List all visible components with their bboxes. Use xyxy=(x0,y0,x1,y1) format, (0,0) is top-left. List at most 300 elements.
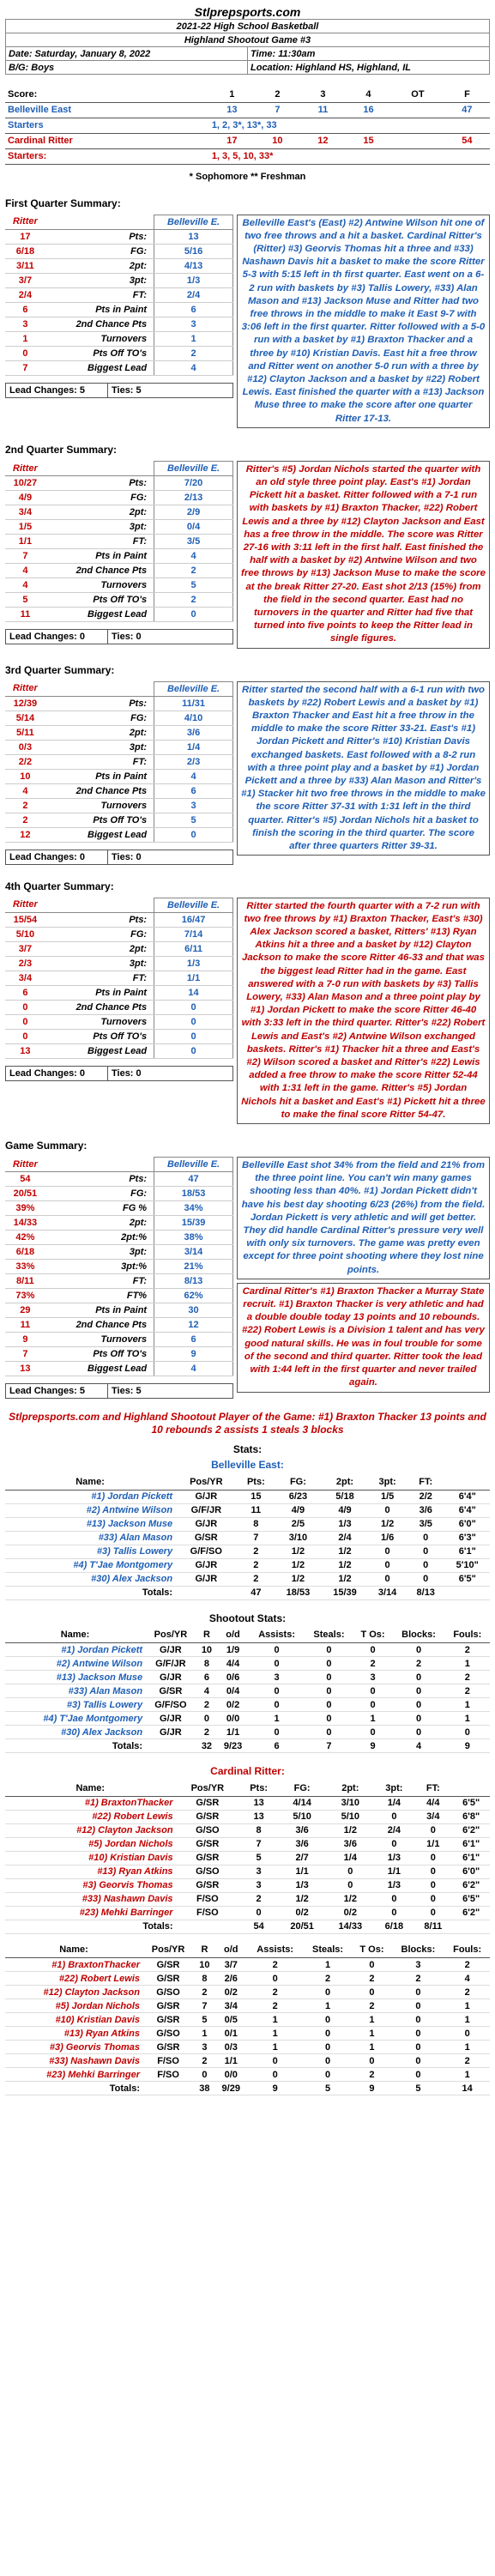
player-stat: 1/6 xyxy=(368,1531,407,1545)
score-header: 1 xyxy=(209,87,255,102)
player-row xyxy=(5,1545,490,1558)
player-name: #4) T'Jae Montgomery xyxy=(5,1712,145,1726)
player-stat: 3/6 xyxy=(278,1837,326,1851)
player-stat: 3/10 xyxy=(275,1531,322,1545)
quarter-stat-row xyxy=(5,1289,233,1303)
belleville-value: 8/13 xyxy=(154,1274,233,1289)
player-stat: 0 xyxy=(305,1671,353,1684)
belleville-value: 4 xyxy=(154,769,233,783)
ritter-value: 14/33 xyxy=(5,1216,45,1231)
player-stat: 2 xyxy=(392,1972,445,1986)
player-stat: 8 xyxy=(238,1517,275,1531)
belleville-value: 34% xyxy=(154,1201,233,1216)
player-stat: 0 xyxy=(249,1698,305,1712)
belleville-score: 13 xyxy=(209,102,255,118)
quarter-stats xyxy=(5,681,233,865)
player-stat: 0 xyxy=(407,1572,445,1586)
stat-label: FG: xyxy=(45,244,154,258)
player-stat: 1 xyxy=(247,2013,304,2027)
game-header xyxy=(5,19,490,75)
player-row xyxy=(5,1657,490,1671)
stat-label: 2pt: xyxy=(45,505,154,519)
stat-label: Turnovers xyxy=(45,1333,154,1347)
quarter-stat-row xyxy=(5,592,233,607)
player-name: #1) BraxtonThacker xyxy=(5,1958,142,1972)
player-stat: 13 xyxy=(239,1810,278,1823)
column-header: Blocks: xyxy=(392,1628,444,1643)
player-stat: 4/4 xyxy=(217,1657,249,1671)
belleville-value: 3/5 xyxy=(154,534,233,548)
player-name: #10) Kristian Davis xyxy=(5,2013,142,2027)
player-stat: G/SR xyxy=(142,2013,194,2027)
totals-row xyxy=(5,1920,490,1933)
player-stat: G/JR xyxy=(145,1712,196,1726)
total-value: 32 xyxy=(196,1739,217,1753)
column-header: R xyxy=(194,1943,215,1958)
belleville-col-label: Belleville E. xyxy=(154,1158,233,1172)
player-stat: 2 xyxy=(196,1698,217,1712)
quarter-block xyxy=(5,1157,490,1399)
player-stat: 0 xyxy=(304,1986,353,1999)
player-stat: G/JR xyxy=(145,1726,196,1739)
ritter-value: 0 xyxy=(5,1029,45,1043)
player-stat: 2 xyxy=(444,1986,490,1999)
player-stat: 5/18 xyxy=(322,1490,369,1503)
total-value: 14/33 xyxy=(326,1920,374,1933)
quarter-stat-row xyxy=(5,912,233,927)
player-row xyxy=(5,2041,490,2054)
ritter-value: 11 xyxy=(5,1318,45,1333)
belleville-value: 7/14 xyxy=(154,927,233,941)
belleville-value: 3 xyxy=(154,798,233,813)
player-stat: 0/0 xyxy=(215,2068,247,2082)
player-stat: 0 xyxy=(392,1698,444,1712)
belleville-value: 9 xyxy=(154,1347,233,1362)
player-stat: 7 xyxy=(194,1999,215,2013)
belleville-value: 1 xyxy=(154,331,233,346)
player-stat: G/SO xyxy=(176,1865,240,1878)
player-stat: 2 xyxy=(247,1999,304,2013)
lead-changes: Lead Changes: 0 xyxy=(5,850,108,865)
stat-col-label xyxy=(45,898,154,912)
player-stat: 0 xyxy=(249,1684,305,1698)
ritter-value: 42% xyxy=(5,1231,45,1245)
player-stat: 1 xyxy=(444,1999,490,2013)
column-header xyxy=(452,1781,490,1796)
player-stat: 0 xyxy=(392,1671,444,1684)
stat-label: Pts in Paint xyxy=(45,1303,154,1318)
player-stat: 2/6 xyxy=(215,1972,247,1986)
player-stat: 3/4 xyxy=(215,1999,247,2013)
belleville-value: 15/39 xyxy=(154,1216,233,1231)
quarter-stat-row xyxy=(5,490,233,505)
stat-col-label xyxy=(45,215,154,229)
player-name: #22) Robert Lewis xyxy=(5,1972,142,1986)
scoreboard xyxy=(5,87,490,165)
player-stat: 13 xyxy=(239,1796,278,1810)
player-stat: G/SR xyxy=(142,1999,194,2013)
player-of-the-game: Stlprepsports.com and Highland Shootout Player of the Game: #1) Braxton Thacker 13 points and 10 rebounds 2 assists 1 steals 3 blocks xyxy=(9,1411,486,1436)
column-header: 2pt: xyxy=(322,1474,369,1490)
belleville-value: 1/4 xyxy=(154,740,233,754)
stat-label: 3pt: xyxy=(45,519,154,534)
player-name: #3) Georvis Thomas xyxy=(5,1878,176,1892)
quarter-stat-table xyxy=(5,1157,233,1376)
quarter-stat-table xyxy=(5,898,233,1059)
column-header: 2pt: xyxy=(326,1781,374,1796)
stat-label: 2nd Chance Pts xyxy=(45,317,154,331)
player-row xyxy=(5,1972,490,1986)
belleville-value: 0 xyxy=(154,1043,233,1058)
quarter-stat-row xyxy=(5,1318,233,1333)
column-header: o/d xyxy=(217,1628,249,1643)
ritter-value: 5/14 xyxy=(5,711,45,725)
stat-label: Biggest Lead xyxy=(45,607,154,621)
player-row xyxy=(5,1892,490,1906)
player-name: #12) Clayton Jackson xyxy=(5,1986,142,1999)
belleville-value: 5 xyxy=(154,813,233,827)
player-stat: 0 xyxy=(407,1531,445,1545)
player-stat: 8 xyxy=(194,1972,215,1986)
quarter-stat-header xyxy=(5,681,233,696)
player-stat: 0 xyxy=(392,1684,444,1698)
belleville-value: 2/13 xyxy=(154,490,233,505)
player-stat: 5'10" xyxy=(445,1558,490,1572)
player-stat: 1 xyxy=(445,1698,490,1712)
belleville-value: 18/53 xyxy=(154,1187,233,1201)
quarter-stat-row xyxy=(5,711,233,725)
belleville-value: 3/6 xyxy=(154,725,233,740)
player-name: #3) Georvis Thomas xyxy=(5,2041,142,2054)
player-stat: 7 xyxy=(239,1837,278,1851)
player-row xyxy=(5,1698,490,1712)
belleville-stats-table xyxy=(5,1474,490,1600)
player-row xyxy=(5,1810,490,1823)
quarter-stats xyxy=(5,1157,233,1399)
belleville-value: 3/14 xyxy=(154,1245,233,1260)
ritter-shootout-table xyxy=(5,1943,490,2096)
player-stat: 3/6 xyxy=(407,1503,445,1517)
player-stat: 2 xyxy=(444,1958,490,1972)
player-stat: 2 xyxy=(352,1972,391,1986)
player-stat: 0 xyxy=(326,1865,374,1878)
player-stat: 2 xyxy=(247,1986,304,1999)
site-title[interactable]: Stlprepsports.com xyxy=(194,5,301,19)
belleville-value: 11/31 xyxy=(154,696,233,711)
total-value: 6 xyxy=(249,1739,305,1753)
ritter-value: 1 xyxy=(5,331,45,346)
quarter-stat-row xyxy=(5,1274,233,1289)
score-header: Score: xyxy=(5,87,209,102)
player-stat: 0 xyxy=(414,1851,452,1865)
player-stat: 4 xyxy=(444,1972,490,1986)
player-stat: 1/2 xyxy=(322,1572,369,1586)
stat-label: Pts: xyxy=(45,475,154,490)
player-row xyxy=(5,1712,490,1726)
ritter-value: 5/11 xyxy=(5,725,45,740)
player-stat: 3/6 xyxy=(278,1823,326,1837)
belleville-value: 0 xyxy=(154,607,233,621)
quarter-stat-row xyxy=(5,956,233,971)
ties: Ties: 5 xyxy=(108,383,233,398)
player-row xyxy=(5,1572,490,1586)
belleville-value: 47 xyxy=(154,1172,233,1187)
belleville-col-label: Belleville E. xyxy=(154,898,233,912)
player-row xyxy=(5,1490,490,1503)
ritter-score: 15 xyxy=(346,133,391,148)
player-stat: 0 xyxy=(392,1999,445,2013)
lead-changes-row xyxy=(5,1066,233,1081)
ritter-value: 4 xyxy=(5,783,45,798)
stat-label: FG: xyxy=(45,711,154,725)
player-stat: 0/1 xyxy=(215,2027,247,2041)
season-title: 2021-22 High School Basketball xyxy=(6,20,490,33)
player-stat: 1/2 xyxy=(326,1892,374,1906)
player-stat: 0 xyxy=(305,1657,353,1671)
player-stat: 2 xyxy=(194,1986,215,1999)
stat-label: Pts in Paint xyxy=(45,985,154,1000)
quarter-stat-row xyxy=(5,331,233,346)
player-stat: 0 xyxy=(247,2068,304,2082)
player-name: #12) Clayton Jackson xyxy=(5,1823,176,1837)
total-value: 5 xyxy=(392,2082,445,2095)
player-stat: 0/5 xyxy=(215,2013,247,2027)
quarter-stat-row xyxy=(5,244,233,258)
quarter-stat-row xyxy=(5,1303,233,1318)
ritter-value: 12 xyxy=(5,827,45,842)
stat-label: Pts Off TO's xyxy=(45,1347,154,1362)
ritter-value: 73% xyxy=(5,1289,45,1303)
player-stat: 6'4" xyxy=(445,1490,490,1503)
player-stat: 0 xyxy=(352,2054,391,2068)
player-stat: 0 xyxy=(304,2027,353,2041)
quarter-stat-header xyxy=(5,1158,233,1172)
column-header: Name: xyxy=(5,1474,175,1490)
lead-changes: Lead Changes: 5 xyxy=(5,1383,108,1399)
player-stat: G/JR xyxy=(175,1572,237,1586)
player-stat: 4/9 xyxy=(275,1503,322,1517)
ritter-starters-label: Starters: xyxy=(5,148,209,164)
player-stat: 1 xyxy=(247,2041,304,2054)
player-stat: G/SR xyxy=(142,2041,194,2054)
player-stat: 0 xyxy=(353,1643,393,1657)
belleville-value: 1/3 xyxy=(154,956,233,971)
column-header: Assists: xyxy=(247,1943,304,1958)
ritter-col-label: Ritter xyxy=(5,898,45,912)
class-legend: * Sophomore ** Freshman xyxy=(189,171,306,182)
player-stat: 2 xyxy=(194,2054,215,2068)
total-value: 54 xyxy=(239,1920,278,1933)
ritter-score: 54 xyxy=(444,133,490,148)
game-time: Time: 11:30am xyxy=(248,47,490,61)
player-stat: 2 xyxy=(353,1657,393,1671)
player-name: #3) Tallis Lowery xyxy=(5,1698,145,1712)
player-stat: 6'3" xyxy=(445,1531,490,1545)
total-value: 47 xyxy=(238,1586,275,1599)
total-value: 9 xyxy=(247,2082,304,2095)
quarter-stat-row xyxy=(5,1187,233,1201)
column-header: Fouls: xyxy=(444,1943,490,1958)
quarter-stat-row xyxy=(5,548,233,563)
quarter-title: 3rd Quarter Summary: xyxy=(5,663,115,676)
belleville-score xyxy=(391,102,444,118)
player-stat: 0 xyxy=(374,1892,414,1906)
player-stat: 1 xyxy=(352,2027,391,2041)
player-stat: 3 xyxy=(239,1878,278,1892)
player-name: #10) Kristian Davis xyxy=(5,1851,176,1865)
player-stat: 15 xyxy=(238,1490,275,1503)
stat-label: Pts Off TO's xyxy=(45,346,154,360)
player-stat: 0 xyxy=(353,1684,393,1698)
player-stat: 0/2 xyxy=(278,1906,326,1920)
player-stat: 0 xyxy=(304,2013,353,2027)
player-stat: 0 xyxy=(368,1503,407,1517)
quarter-narrative: Belleville East's (East) #2) Antwine Wilson hit one of two free throws and a hit a basket. Cardinal Ritter's (Ritter) #3) Georvis Thomas hit a three and #33) Nashawn Davis hit a basket to make the score Ritter 5-3 with 5:15 left in th first quarter. East went on a 6-2 run with baskets by #3) Tallis Lowery, #33) Alan Mason and #13) Jackson Muse and Ritter had two free throws in the middle to make it East 9-7 with 3:06 left in the first quarter. Ritter followed with a 5-0 run with a basket by #1) Braxton Thacker and a three by #10) Kristian Davis. East hit a free throw and Ritter went on another 5-0 run with a three by #12) Clayton Jackson and a basket by #22) Robert Lewis. East finished the quarter with a #13) Jackson Muse three to make the score after one quarter Ritter 17-13. xyxy=(237,215,490,428)
belleville-value: 4/13 xyxy=(154,258,233,273)
player-stat: 2 xyxy=(352,2068,391,2082)
player-stat: 0 xyxy=(305,1726,353,1739)
stat-label: 2pt: xyxy=(45,725,154,740)
player-stat: 0 xyxy=(249,1657,305,1671)
player-stat: 0 xyxy=(392,1643,444,1657)
player-stat: 0/6 xyxy=(217,1671,249,1684)
location: Location: Highland HS, Highland, IL xyxy=(248,61,490,75)
belleville-stats-title: Belleville East: xyxy=(211,1459,284,1472)
ritter-value: 3 xyxy=(5,317,45,331)
table-header-row xyxy=(5,1628,490,1643)
stats-label: Stats: xyxy=(232,1443,263,1456)
ritter-stats-table xyxy=(5,1781,490,1934)
player-stat: 0 xyxy=(305,1643,353,1657)
player-row xyxy=(5,1906,490,1920)
stat-label: Pts in Paint xyxy=(45,769,154,783)
ritter-value: 4 xyxy=(5,577,45,592)
lead-changes-row xyxy=(5,629,233,644)
player-stat: 1 xyxy=(445,1657,490,1671)
player-stat: 0/2 xyxy=(215,1986,247,1999)
column-header: FG: xyxy=(275,1474,322,1490)
player-stat: 1/2 xyxy=(322,1558,369,1572)
player-stat: 1/2 xyxy=(278,1892,326,1906)
player-stat: 0 xyxy=(414,1823,452,1837)
stat-label: FT% xyxy=(45,1289,154,1303)
stat-label: 2pt: xyxy=(45,941,154,956)
column-header: Pos/YR xyxy=(176,1781,240,1796)
player-name: #2) Antwine Wilson xyxy=(5,1503,175,1517)
quarter-title: First Quarter Summary: xyxy=(5,197,121,209)
quarter-stat-row xyxy=(5,1000,233,1014)
quarter-block xyxy=(5,898,490,1124)
player-stat: 2 xyxy=(392,1657,444,1671)
quarter-stat-row xyxy=(5,783,233,798)
player-stat: 0 xyxy=(392,1712,444,1726)
belleville-value: 62% xyxy=(154,1289,233,1303)
quarter-stat-row xyxy=(5,1362,233,1376)
player-name: #23) Mehki Barringer xyxy=(5,2068,142,2082)
belleville-value: 6 xyxy=(154,302,233,317)
player-stat: G/SR xyxy=(145,1684,196,1698)
player-stat: 1/5 xyxy=(368,1490,407,1503)
player-name: #33) Nashawn Davis xyxy=(5,1892,176,1906)
ritter-name: Cardinal Ritter xyxy=(5,133,209,148)
player-stat: 6'4" xyxy=(445,1503,490,1517)
total-value: 4 xyxy=(392,1739,444,1753)
total-value xyxy=(445,1586,490,1599)
player-stat: 2 xyxy=(445,1643,490,1657)
player-stat: 4/14 xyxy=(278,1796,326,1810)
ritter-value: 12/39 xyxy=(5,696,45,711)
quarter-stats xyxy=(5,898,233,1081)
belleville-value: 21% xyxy=(154,1260,233,1274)
quarter-stat-header xyxy=(5,898,233,912)
player-row xyxy=(5,1958,490,1972)
column-header: Pos/YR xyxy=(175,1474,237,1490)
column-header: Name: xyxy=(5,1943,142,1958)
player-stat: 1/2 xyxy=(275,1572,322,1586)
player-stat: 0 xyxy=(444,2027,490,2041)
player-stat: G/SR xyxy=(176,1851,240,1865)
player-stat: 2 xyxy=(196,1726,217,1739)
total-value xyxy=(176,1920,240,1933)
quarter-stats xyxy=(5,215,233,398)
player-name: #5) Jordan Nichols xyxy=(5,1837,176,1851)
column-header: Pts: xyxy=(239,1781,278,1796)
stat-label: 3pt: xyxy=(45,740,154,754)
column-header: Pts: xyxy=(238,1474,275,1490)
quarter-stat-row xyxy=(5,229,233,244)
player-stat: G/SR xyxy=(142,1972,194,1986)
player-stat: 0 xyxy=(392,2068,445,2082)
stat-label: 2nd Chance Pts xyxy=(45,563,154,577)
ritter-stats-title: Cardinal Ritter: xyxy=(210,1765,285,1778)
player-row xyxy=(5,1558,490,1572)
ritter-value: 2/3 xyxy=(5,956,45,971)
player-name: #2) Antwine Wilson xyxy=(5,1657,145,1671)
ritter-value: 4 xyxy=(5,563,45,577)
player-stat: 6'1" xyxy=(452,1851,490,1865)
player-row xyxy=(5,1878,490,1892)
player-row xyxy=(5,1531,490,1545)
belleville-value: 0 xyxy=(154,1000,233,1014)
player-stat: 6'0" xyxy=(445,1517,490,1531)
column-header: 3pt: xyxy=(368,1474,407,1490)
stat-label: Turnovers xyxy=(45,798,154,813)
player-stat: 1/4 xyxy=(326,1851,374,1865)
lead-changes: Lead Changes: 0 xyxy=(5,629,108,644)
player-stat: 0 xyxy=(352,1958,391,1972)
player-stat: 0 xyxy=(414,1878,452,1892)
lead-changes: Lead Changes: 0 xyxy=(5,1066,108,1081)
player-stat: 0 xyxy=(304,2054,353,2068)
belleville-value: 4 xyxy=(154,360,233,375)
player-row xyxy=(5,1837,490,1851)
ritter-value: 6/18 xyxy=(5,244,45,258)
belleville-value: 12 xyxy=(154,1318,233,1333)
totals-label: Totals: xyxy=(5,2082,142,2095)
column-header: FG: xyxy=(278,1781,326,1796)
ritter-value: 7 xyxy=(5,360,45,375)
quarter-stat-row xyxy=(5,725,233,740)
belleville-value: 4 xyxy=(154,548,233,563)
player-stat: G/SR xyxy=(142,1958,194,1972)
player-stat: 1 xyxy=(444,2041,490,2054)
player-stat: 1/1 xyxy=(374,1865,414,1878)
ritter-starters: 1, 3, 5, 10, 33* xyxy=(209,148,490,164)
event-title: Highland Shootout Game #3 xyxy=(6,33,490,47)
player-stat: 1 xyxy=(353,1712,393,1726)
player-stat: 0 xyxy=(239,1906,278,1920)
column-header: Blocks: xyxy=(392,1943,445,1958)
